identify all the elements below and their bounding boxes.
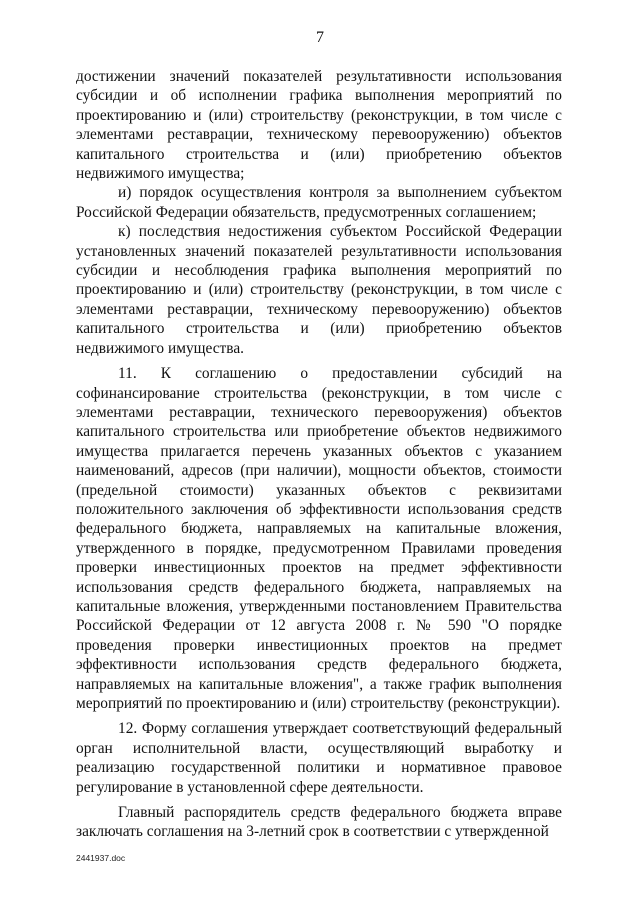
paragraph-continuation: достижении значений показателей результативности использования субсидии и об исполнении графика выполнения мероприятий по проектированию и (или) строительству (реконструкции, в том числе с элементами реставрации, техническому перевооружению) объектов капитального строительства и (или) приобретению объектов недвижимого имущества; bbox=[76, 68, 562, 183]
paragraph-item-k: к) последствия недостижения субъектом Российской Федерации установленных значений показателей результативности использования субсидии и несоблюдения графика выполнения мероприятий по проектированию и (или) строительству (реконструкции, в том числе с элементами реставрации, техническому перевооружению) объектов капитального строительства и (или) приобретению объектов недвижимого имущества. bbox=[76, 223, 562, 357]
paragraph-11: 11. К соглашению о предоставлении субсидий на софинансирование строительства (реконструкции, в том числе с элементами реставрации, технического перевооружения) объектов капитального строительства или приобретение объектов недвижимого имущества прилагается перечень указанных объектов с указанием наименований, адресов (при наличии), мощности объектов, стоимости (предельной стоимости) указанных объектов с реквизитами положительного заключения об эффективности использования средств федерального бюджета, направляемых на капитальные вложения, утвержденного в порядке, предусмотренном Правилами проведения проверки инвестиционных проектов на предмет эффективности использования средств федерального бюджета, направляемых на капитальные вложения, утвержденными постановлением Правительства Российской Федерации от 12 августа 2008 г. № 590 "О порядке проведения проверки инвестиционных проектов на предмет эффективности использования средств федерального бюджета, направляемых на капитальные вложения", а также график выполнения мероприятий по проектированию и (или) строительству (реконструкции). bbox=[76, 365, 562, 712]
document-body bbox=[76, 67, 562, 842]
paragraph-chief-administrator: Главный распорядитель средств федерального бюджета вправе заключать соглашения на 3-летний срок в соответствии с утвержденной bbox=[76, 804, 562, 841]
paragraph-item-i: и) порядок осуществления контроля за выполнением субъектом Российской Федерации обязательств, предусмотренных соглашением; bbox=[76, 184, 562, 221]
footer-filename: 2441937.doc bbox=[76, 853, 126, 863]
paragraph-12: 12. Форму соглашения утверждает соответствующий федеральный орган исполнительной власти, осуществляющий выработку и реализацию государственной политики и нормативное правовое регулирование в установленной сфере деятельности. bbox=[76, 720, 562, 796]
page-number: 7 bbox=[316, 29, 324, 46]
